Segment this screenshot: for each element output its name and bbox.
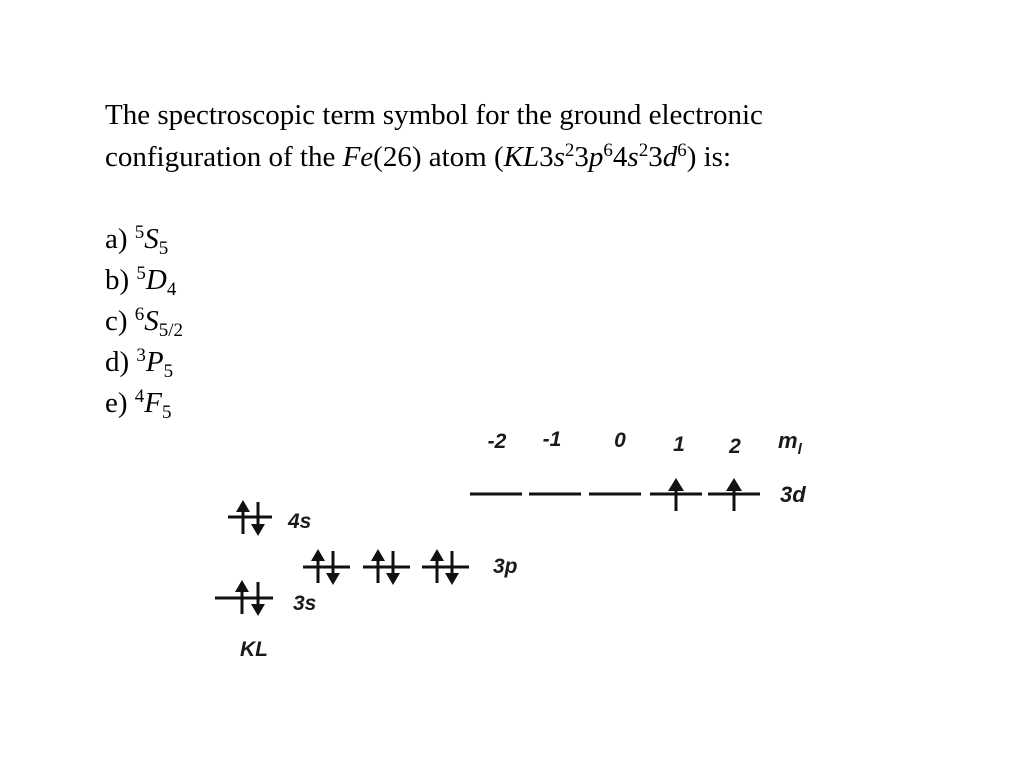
spin-down-arrowhead (386, 573, 400, 585)
atom-number: (26) atom ( (373, 141, 504, 173)
option-letter: c) (105, 305, 135, 337)
spin-up-arrowhead (235, 580, 249, 592)
question-prefix: configuration of the (105, 141, 343, 173)
ml-value: -1 (542, 428, 562, 451)
label-core-kl: KL (240, 638, 268, 661)
option-letter: b) (105, 264, 137, 296)
option-letter: a) (105, 223, 135, 255)
option-term: S (144, 223, 159, 255)
option-term: D (145, 264, 167, 296)
label-3s: 3s (293, 592, 317, 615)
label-4s: 4s (288, 510, 312, 533)
option-multiplicity: 4 (134, 386, 145, 407)
label-3p: 3p (493, 555, 518, 578)
spin-up-arrowhead (371, 549, 385, 561)
question-line-1: The spectroscopic term symbol for the ground electronic (105, 99, 763, 131)
ml-value: 1 (673, 433, 685, 456)
spin-down-arrowhead (251, 604, 265, 616)
option-multiplicity: 6 (134, 304, 145, 325)
config-n1: 3 (539, 141, 554, 173)
orbital-4s-group (228, 500, 272, 536)
config-core: KL (503, 141, 540, 173)
element-symbol: Fe (342, 141, 374, 173)
config-l2: p (588, 141, 604, 173)
option-letter: d) (105, 346, 137, 378)
spin-up-arrowhead (311, 549, 325, 561)
spin-down-arrowhead (445, 573, 459, 585)
label-3d: 3d (780, 482, 806, 507)
config-e2: 6 (603, 140, 613, 161)
config-l4: d (662, 141, 678, 173)
spin-up-arrowhead (236, 500, 250, 512)
option-j: 5/2 (158, 320, 184, 341)
config-l3: s (627, 141, 639, 173)
option-multiplicity: 5 (134, 222, 145, 243)
option-term: S (144, 305, 159, 337)
option-multiplicity: 5 (136, 263, 146, 284)
config-e1: 2 (564, 140, 575, 161)
ml-value: -2 (487, 430, 507, 453)
option-j: 5 (158, 238, 169, 259)
config-l1: s (553, 141, 565, 173)
option-letter: e) (105, 387, 135, 419)
orbital-3d-group (470, 478, 760, 511)
option-term: F (144, 387, 162, 419)
spin-up-arrowhead (430, 549, 444, 561)
config-e3: 2 (638, 140, 649, 161)
question-suffix: ) is: (686, 141, 732, 173)
spin-up-arrowhead (726, 478, 742, 491)
option-j: 4 (166, 279, 177, 300)
ml-value: 0 (614, 429, 626, 452)
spin-down-arrowhead (251, 524, 265, 536)
option-multiplicity: 3 (136, 345, 146, 366)
config-n3: 4 (612, 141, 628, 173)
ml-label: $m_l$ (778, 428, 802, 458)
orbital-3s-group (215, 580, 273, 616)
config-n2: 3 (574, 141, 589, 173)
option-j: 5 (162, 402, 172, 423)
spin-up-arrowhead (668, 478, 684, 491)
spin-down-arrowhead (326, 573, 340, 585)
option-term: P (145, 346, 164, 378)
option-j: 5 (163, 361, 174, 382)
config-e4: 6 (677, 140, 687, 161)
orbital-3p-group (303, 549, 469, 585)
ml-value: 2 (729, 435, 741, 458)
config-n4: 3 (648, 141, 663, 173)
